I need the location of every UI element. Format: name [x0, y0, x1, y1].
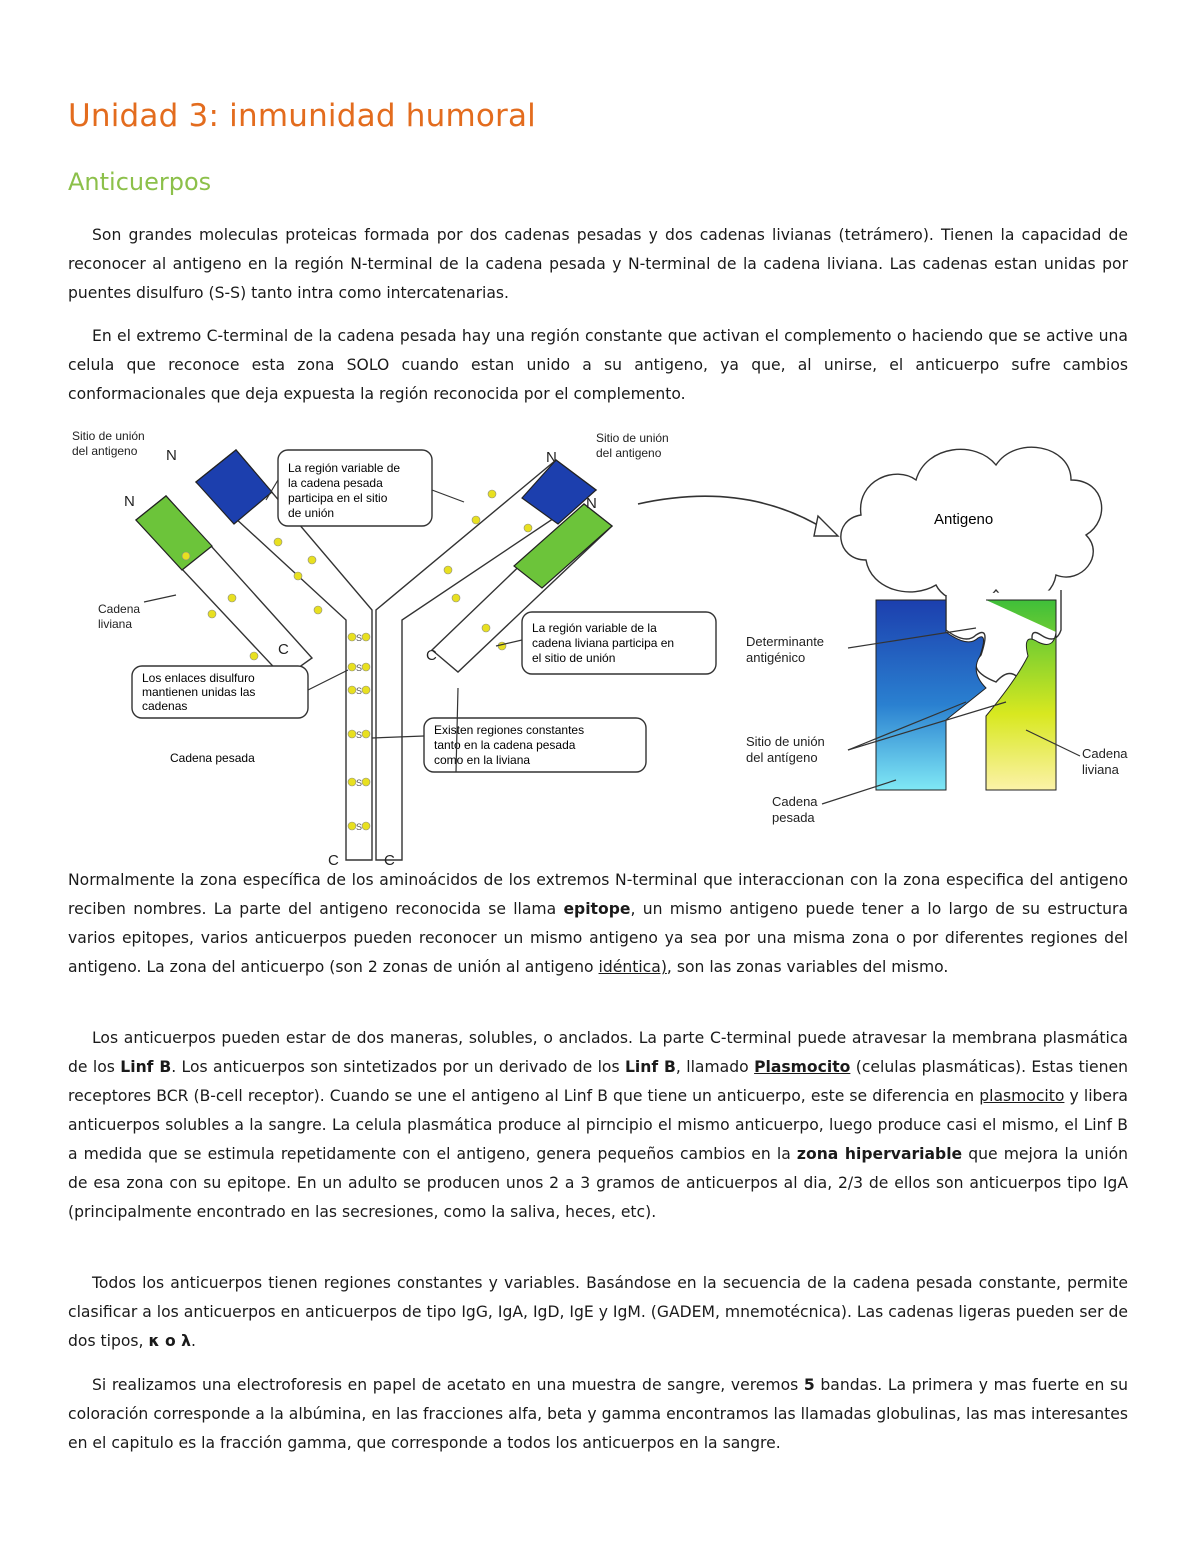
- binding-site-label-left-2: del antigeno: [72, 444, 138, 458]
- svg-text:cadenas: cadenas: [142, 699, 188, 713]
- paragraph-1-text: Son grandes moleculas proteicas formada por dos cadenas pesadas y dos cadenas livianas (tetrámero). Tienen la capacidad de reconocer al antigeno en la región N-terminal de la cadena pesada y N-terminal de la cadena liviana. Las cadenas estan unidas por puentes disulfuro (S-S) tanto intra como intercatenarias.: [68, 226, 1128, 302]
- binding-site-label: Sitio de unión: [746, 734, 825, 749]
- n-terminal-label: N: [586, 495, 597, 512]
- svg-text:Existen regiones constantes: Existen regiones constantes: [434, 723, 585, 737]
- c-terminal-label: C: [384, 852, 395, 869]
- light-chain-label-2: liviana: [98, 617, 133, 631]
- paragraph-1: [68, 221, 1128, 308]
- hypervariable-term: zona hipervariable: [796, 1145, 963, 1163]
- svg-text:como en la liviana: como en la liviana: [434, 753, 531, 767]
- epitope-label: Determinante: [746, 634, 825, 649]
- heavy-chain-label: Cadena pesada: [170, 751, 255, 765]
- callout-heavy-variable: [278, 450, 432, 526]
- epitope-label-2: antigénico: [746, 650, 806, 665]
- page-title: Unidad 3: inmunidad humoral: [68, 98, 536, 134]
- antigen-label: Antigeno: [934, 511, 994, 528]
- s-label: S: [355, 663, 363, 673]
- heavy-chain-label-3: pesada: [772, 810, 815, 825]
- s-label: S: [355, 822, 363, 832]
- binding-site-label-right: Sitio de unión: [596, 431, 669, 445]
- paragraph-2-text: En el extremo C-terminal de la cadena pesada hay una región constante que activan el complemento o haciendo que se active una celula que reconoce esta zona SOLO cuando estan unido a su antigeno, ya que, al unirse, el anticuerpo sufre cambios conformacionales que deja expuesta la región reconocida por el complemento.: [68, 327, 1128, 403]
- paragraph-6: Si realizamos una electroforesis en papel de acetato en una muestra de sangre, veremos 5 bandas. La primera y mas fuerte en su coloración corresponde a la albúmina, en las fracciones alfa, beta y gamma encontramos las llamadas globulinas, las mas interesantes en el capitulo es la fracción gamma, que corresponde a todos los anticuerpos en la sangre.: [68, 1376, 1128, 1452]
- svg-text:La región variable de la: La región variable de la: [532, 621, 657, 635]
- s-label: S: [355, 633, 363, 643]
- n-terminal-label: N: [546, 449, 557, 466]
- svg-text:tanto en la cadena pesada: tanto en la cadena pesada: [434, 738, 576, 752]
- svg-text:de unión: de unión: [288, 506, 335, 520]
- identica-term: idéntica): [598, 958, 667, 976]
- binding-site-label-left: Sitio de unión: [72, 429, 145, 443]
- paragraph-3: Normalmente la zona específica de los aminoácidos de los extremos N-terminal que interaccionan con la zona especifica del antigeno reciben nombres. La parte del antigeno reconocida se llama epitope, un mismo antigeno puede tener a lo largo de su estructura varios epitopes, varios anticuerpos pueden reconocer un mismo antigeno ya sea por una misma zona o por diferentes regiones del antigeno. La zona del anticuerpo (son 2 zonas de unión al antigeno idéntica), son las zonas variables del mismo.: [68, 871, 1129, 976]
- s-label: S: [355, 778, 363, 788]
- n-terminal-label: N: [166, 447, 177, 464]
- section-heading: Anticuerpos: [68, 168, 212, 196]
- paragraph-4: Los anticuerpos pueden estar de dos maneras, solubles, o anclados. La parte C-terminal puede atravesar la membrana plasmática de los Linf B. Los anticuerpos son sintetizados por un derivado de los Linf B, llamado Plasmocito (celulas plasmáticas). Estas tienen receptores BCR (B-cell receptor). Cuando se une el antigeno al Linf B que tiene un anticuerpo, este se diferencia en plasmocito y libera anticuerpos solubles a la sangre. La celula plasmática produce al pirncipio el mismo anticuerpo, luego produce casi el mismo, el Linf B a medida que se estimula repetidamente con el antigeno, genera pequeños cambios en la zona hipervariable que mejora la unión de esa zona con su epitope. En un adulto se producen unos 2 a 3 gramos de anticuerpos al dia, 2/3 de ellos son anticuerpos tipo IgA (principalmente encontrado en las secresiones, como la saliva, heces, etc).: [68, 1029, 1128, 1221]
- light-chain-label: Cadena: [98, 602, 141, 616]
- n-terminal-label: N: [124, 493, 135, 510]
- svg-text:mantienen unidas las: mantienen unidas las: [142, 685, 256, 699]
- svg-text:cadena liviana participa en: cadena liviana participa en: [532, 636, 675, 650]
- paragraph-5: Todos los anticuerpos tienen regiones constantes y variables. Basándose en la secuencia de la cadena pesada constante, permite clasificar a los anticuerpos en anticuerpos de tipo IgG, IgA, IgD, IgE y IgM. (GADEM, mnemotécnica). Las cadenas ligeras pueden ser de dos tipos, κ o λ.: [68, 1274, 1128, 1350]
- epitope-term: epitope: [563, 900, 631, 918]
- light-chain-label-4: liviana: [1082, 762, 1119, 777]
- callout-disulfide: [132, 666, 308, 718]
- paragraph-2: [68, 322, 1128, 409]
- callout-light-variable: [522, 612, 716, 674]
- svg-text:el sitio de unión: el sitio de unión: [532, 651, 616, 665]
- s-label: S: [355, 686, 363, 696]
- arrow-to-antigen: [638, 496, 826, 530]
- plasmocito-term: Plasmocito: [754, 1058, 851, 1076]
- svg-text:Los enlaces disulfuro: Los enlaces disulfuro: [142, 671, 255, 685]
- antibody-diagram: [66, 420, 1146, 870]
- binding-site-label-2: del antígeno: [746, 750, 818, 765]
- c-terminal-label: C: [278, 641, 289, 658]
- c-terminal-label: C: [328, 852, 339, 869]
- light-chain-types: κ o λ: [148, 1332, 191, 1350]
- heavy-chain-label-2: Cadena: [772, 794, 818, 809]
- svg-text:participa en el sitio: participa en el sitio: [288, 491, 388, 505]
- light-chain-label-3: Cadena: [1082, 746, 1128, 761]
- svg-text:la cadena pesada: la cadena pesada: [288, 476, 383, 490]
- s-label: S: [355, 730, 363, 740]
- binding-site-label-right-2: del antigeno: [596, 446, 662, 460]
- svg-text:La región variable de: La región variable de: [288, 461, 401, 475]
- c-terminal-label: C: [426, 647, 437, 664]
